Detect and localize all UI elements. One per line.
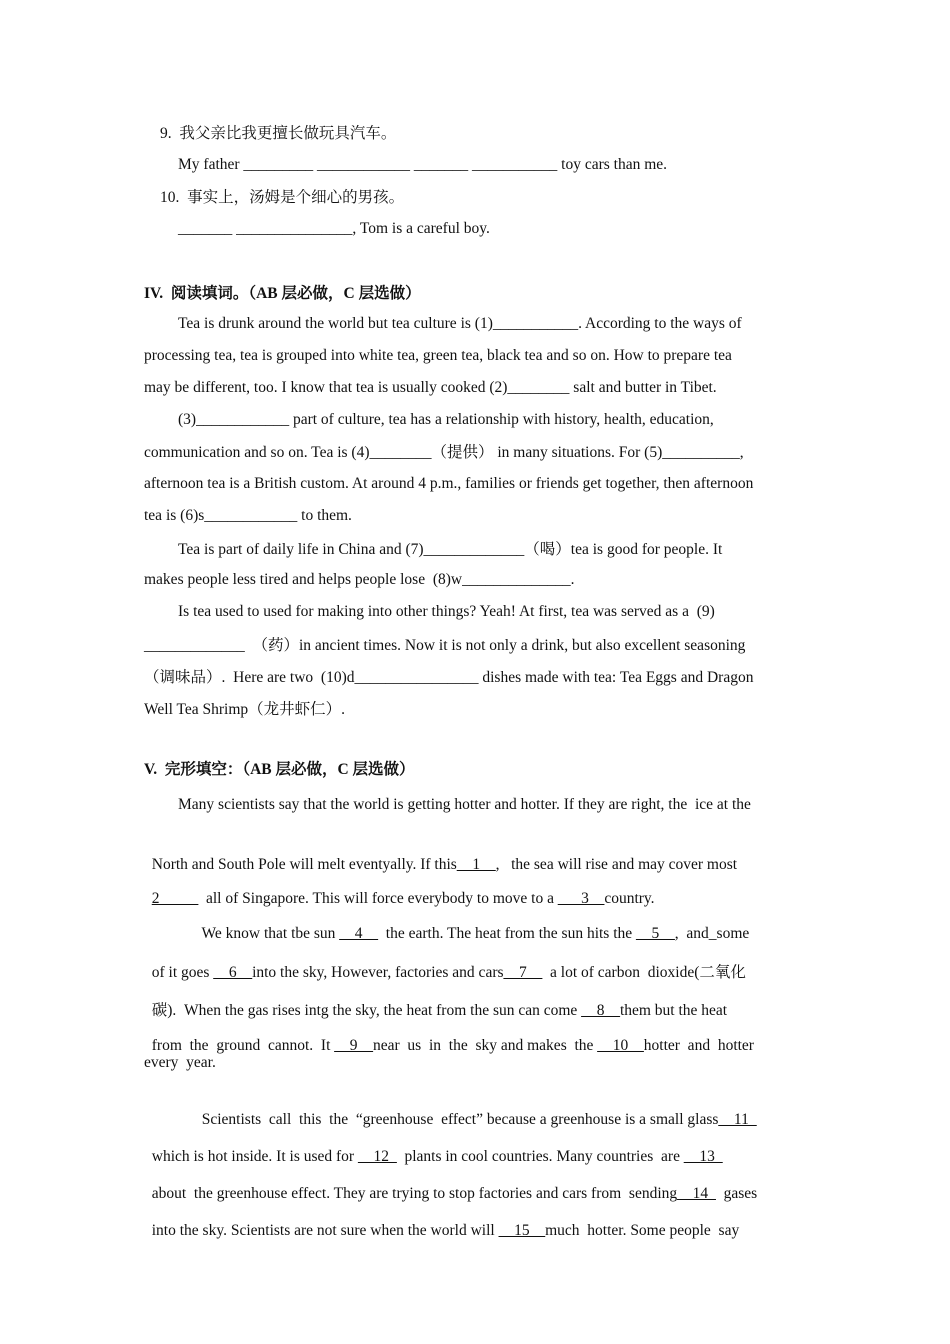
reading-line: processing tea, tea is grouped into white tea, green tea, black tea and so on. How to prepare tea [144,347,732,364]
q9-english: My father _________ ____________ _______ ___________ toy cars than me. [178,156,668,173]
blank-10: __10__ [597,1037,644,1054]
cloze-line [144,869,655,909]
text: much hotter. Some people say [545,1222,740,1239]
text: gases [715,1185,758,1202]
text: We know that tbe sun [201,925,340,942]
text: a lot of carbon dioxide(二氧化 [542,964,746,981]
blank-14: __14_ [677,1185,716,1202]
text: , and_some [674,925,750,942]
reading-line: communication and so on. Tea is (4)________（提供） in many situations. For (5)__________, [144,444,744,461]
reading-line: _____________ （药）in ancient times. Now it is not only a drink, but also excellent seasoning [144,637,746,654]
reading-line: afternoon tea is a British custom. At around 4 p.m., families or friends get together, then afternoon [144,475,754,492]
text: about the greenhouse effect. They are trying to stop factories and cars from sending [151,1185,678,1202]
q10-english: _______ _______________, Tom is a careful boy. [178,220,490,237]
cloze-line [144,1127,723,1167]
text: all of Singapore. This will force everybody to move to a [198,890,558,907]
blank-2: 2_____ [151,890,199,907]
text: 碳). When the gas rises intg the sky, the heat from the sun can come [151,1002,582,1019]
text: country. [604,890,655,907]
cloze-line [144,981,727,1021]
text: North and South Pole will melt eventyally. If this [151,856,457,873]
blank-6: __6__ [213,964,253,981]
reading-line: (3)____________ part of culture, tea has a relationship with history, health, education, [178,411,714,428]
text: near us in the sky and makes the [373,1037,598,1054]
cloze-line [144,1201,739,1241]
section-iv-heading: IV. 阅读填词。（AB 层必做，C 层选做） [144,285,421,302]
text: hotter and hotter [643,1037,754,1054]
text: of it goes [151,964,214,981]
text: into the sky, However, factories and cars [252,964,504,981]
reading-line: Tea is drunk around the world but tea culture is (1)___________. According to the ways of [178,315,742,332]
blank-7: __7__ [503,964,543,981]
cloze-line [144,1016,754,1056]
blank-5: __5__ [636,925,675,942]
text: from the ground cannot. It [151,1037,335,1054]
text: Scientists call this the “greenhouse effect” because a greenhouse is a small glass [201,1111,719,1128]
blank-4: __4__ [339,925,379,942]
q9-chinese: 9. 我父亲比我更擅长做玩具汽车。 [160,125,397,142]
cloze-line: every year. [144,1054,216,1071]
blank-9: __9__ [334,1037,374,1054]
cloze-line [194,1090,757,1130]
reading-line: （调味品）. Here are two (10)d________________ dishes made with tea: Tea Eggs and Dragon [144,669,754,686]
text: the earth. The heat from the sun hits the [378,925,637,942]
reading-line: tea is (6)s____________ to them. [144,507,352,524]
cloze-line: Many scientists say that the world is getting hotter and hotter. If they are right, the ice at the [178,796,751,813]
text: into the sky. Scientists are not sure when the world will [151,1222,499,1239]
reading-line: makes people less tired and helps people lose (8)w______________. [144,571,575,588]
text: them but the heat [619,1002,728,1019]
section-v-heading: V. 完形填空：（AB 层必做，C 层选做） [144,761,415,778]
blank-15: __15__ [498,1222,546,1239]
blank-12: __12_ [357,1148,397,1165]
cloze-line [144,1164,757,1204]
text: , the sea will rise and may cover most [495,856,738,873]
q10-chinese: 10. 事实上，汤姆是个细心的男孩。 [160,189,405,206]
blank-3: ___3__ [557,890,605,907]
reading-line: Well Tea Shrimp（龙井虾仁）. [144,701,346,718]
blank-1: __1__ [456,856,496,873]
blank-8: __8__ [581,1002,620,1019]
reading-line: may be different, too. I know that tea is usually cooked (2)________ salt and butter in Tibet. [144,379,717,396]
text: plants in cool countries. Many countries are [396,1148,684,1165]
reading-line: Is tea used to used for making into other things? Yeah! At first, tea was served as a (9) [178,603,715,620]
text: which is hot inside. It is used for [151,1148,358,1165]
reading-line: Tea is part of daily life in China and (7)_____________（喝）tea is good for people. It [178,541,723,558]
cloze-line [194,904,749,944]
blank-11: __11_ [718,1111,757,1128]
blank-13: __13_ [683,1148,723,1165]
cloze-line [144,943,746,983]
